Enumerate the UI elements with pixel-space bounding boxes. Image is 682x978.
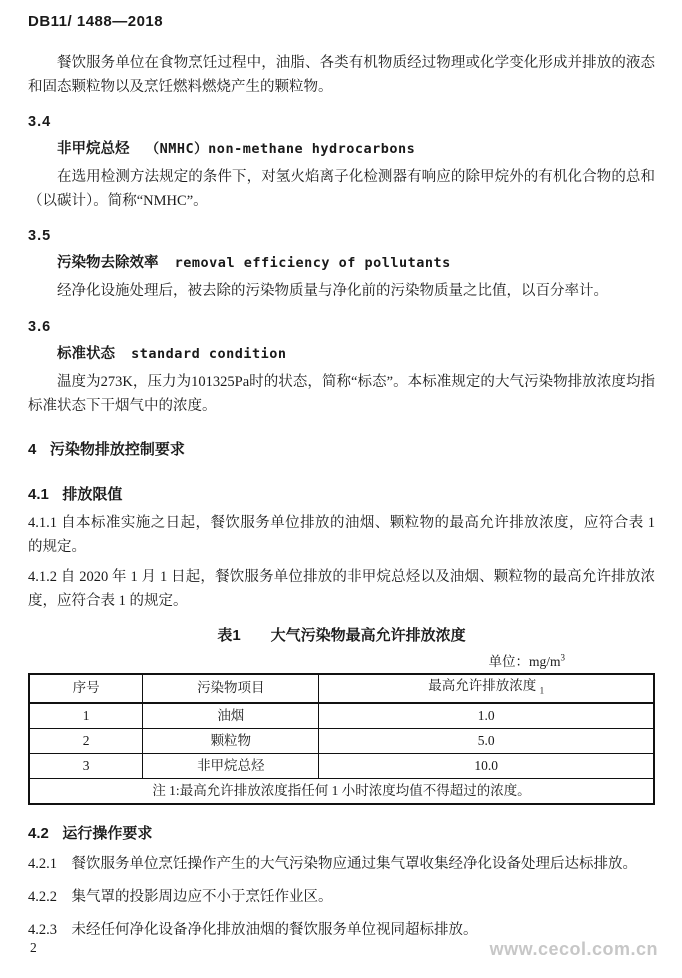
section-3-5-definition: 经净化设施处理后，被去除的污染物质量与净化前的污染物质量之比值，以百分率计。 [57,283,608,299]
table-row [29,703,654,729]
chapter-title: 污染物排放控制要求 [49,441,185,458]
unit-label: 单位：mg/m [488,654,561,669]
intro-paragraph: 餐饮服务单位在食物烹饪过程中，油脂、各类有机物质经过物理或化学变化形成并排放的液态和固态颗粒物以及烹饪燃料燃烧产生的颗粒物。 [28,55,655,95]
section-3-4-number: 3.4 [28,114,52,130]
section-3-4-term-line [28,137,655,158]
table-row [29,728,654,753]
cell-limit: 5.0 [319,728,654,753]
chapter-number: 4 [28,441,37,458]
column-header-limit-subscript: 1 [539,685,545,696]
watermark: www.cecol.com.cn [489,939,658,959]
table-header-row [29,674,654,703]
term-english: standard condition [131,346,287,362]
cell-limit: 10.0 [319,753,654,778]
table-1-caption [28,624,655,645]
column-header-pollutant: 污染物项目 [143,674,319,703]
page-number: 2 [30,940,37,955]
section-title: 运行操作要求 [62,824,153,842]
term-english: （NMHC）non-methane hydrocarbons [145,141,416,157]
cell-index: 3 [29,753,143,778]
clause-4-2-2: 4.2.2 集气罩的投影周边应不小于烹饪作业区。 [28,888,333,905]
cell-index: 1 [29,703,143,729]
term-chinese: 标准状态 [57,346,115,362]
clause-4-2-1: 4.2.1 餐饮服务单位烹饪操作产生的大气污染物应通过集气罩收集经净化设备处理后达标排放。 [28,855,637,872]
section-title: 排放限值 [62,486,123,503]
section-4-1-heading [28,483,655,504]
table-note: 注 1:最高允许排放浓度指任何 1 小时浓度均值不得超过的浓度。 [29,778,654,804]
table-note-row [29,778,654,804]
cell-index: 2 [29,728,143,753]
section-3-6-term-line [28,342,655,363]
table-label: 表1 [217,627,241,644]
section-3-4-definition: 在选用检测方法规定的条件下，对氢火焰离子化检测器有响应的除甲烷外的有机化合物的总和（以碳计）。简称“NMHC”。 [28,169,655,209]
section-3-6-definition: 温度为273K，压力为101325Pa时的状态，简称“标态”。本标准规定的大气污染物排放浓度均指标准状态下干烟气中的浓度。 [28,374,655,414]
section-3-5-term-line [28,251,655,272]
term-english: removal efficiency of pollutants [174,255,451,271]
table-title: 大气污染物最高允许排放浓度 [270,627,466,644]
clause-4-1-2: 4.1.2 自 2020 年 1 月 1 日起，餐饮服务单位排放的非甲烷总烃以及油烟、颗粒物的最高允许排放浓度，应符合表 1 的规定。 [28,569,655,609]
column-header-limit-text: 最高允许排放浓度 [428,678,537,693]
term-chinese: 污染物去除效率 [57,255,159,271]
table-1 [28,673,655,805]
cell-pollutant: 油烟 [143,703,319,729]
clause-4-2-3: 4.2.3 未经任何净化设备净化排放油烟的餐饮服务单位视同超标排放。 [28,921,478,938]
section-3-5-number: 3.5 [28,228,52,244]
cell-limit: 1.0 [319,703,654,729]
unit-superscript: 3 [560,652,565,663]
table-row [29,753,654,778]
table-1-unit [28,650,655,670]
document-code: DB11/ 1488—2018 [28,13,164,30]
chapter-4-heading [28,438,655,459]
column-header-limit [319,674,654,703]
cell-pollutant: 非甲烷总烃 [143,753,319,778]
section-3-6-number: 3.6 [28,319,52,335]
column-header-index: 序号 [29,674,143,703]
term-chinese: 非甲烷总烃 [57,141,130,157]
section-number: 4.1 [28,486,49,503]
section-4-2-heading [28,822,655,843]
cell-pollutant: 颗粒物 [143,728,319,753]
clause-4-1-1: 4.1.1 自本标准实施之日起，餐饮服务单位排放的油烟、颗粒物的最高允许排放浓度，应符合表 1 的规定。 [28,515,655,555]
section-number: 4.2 [28,824,49,842]
